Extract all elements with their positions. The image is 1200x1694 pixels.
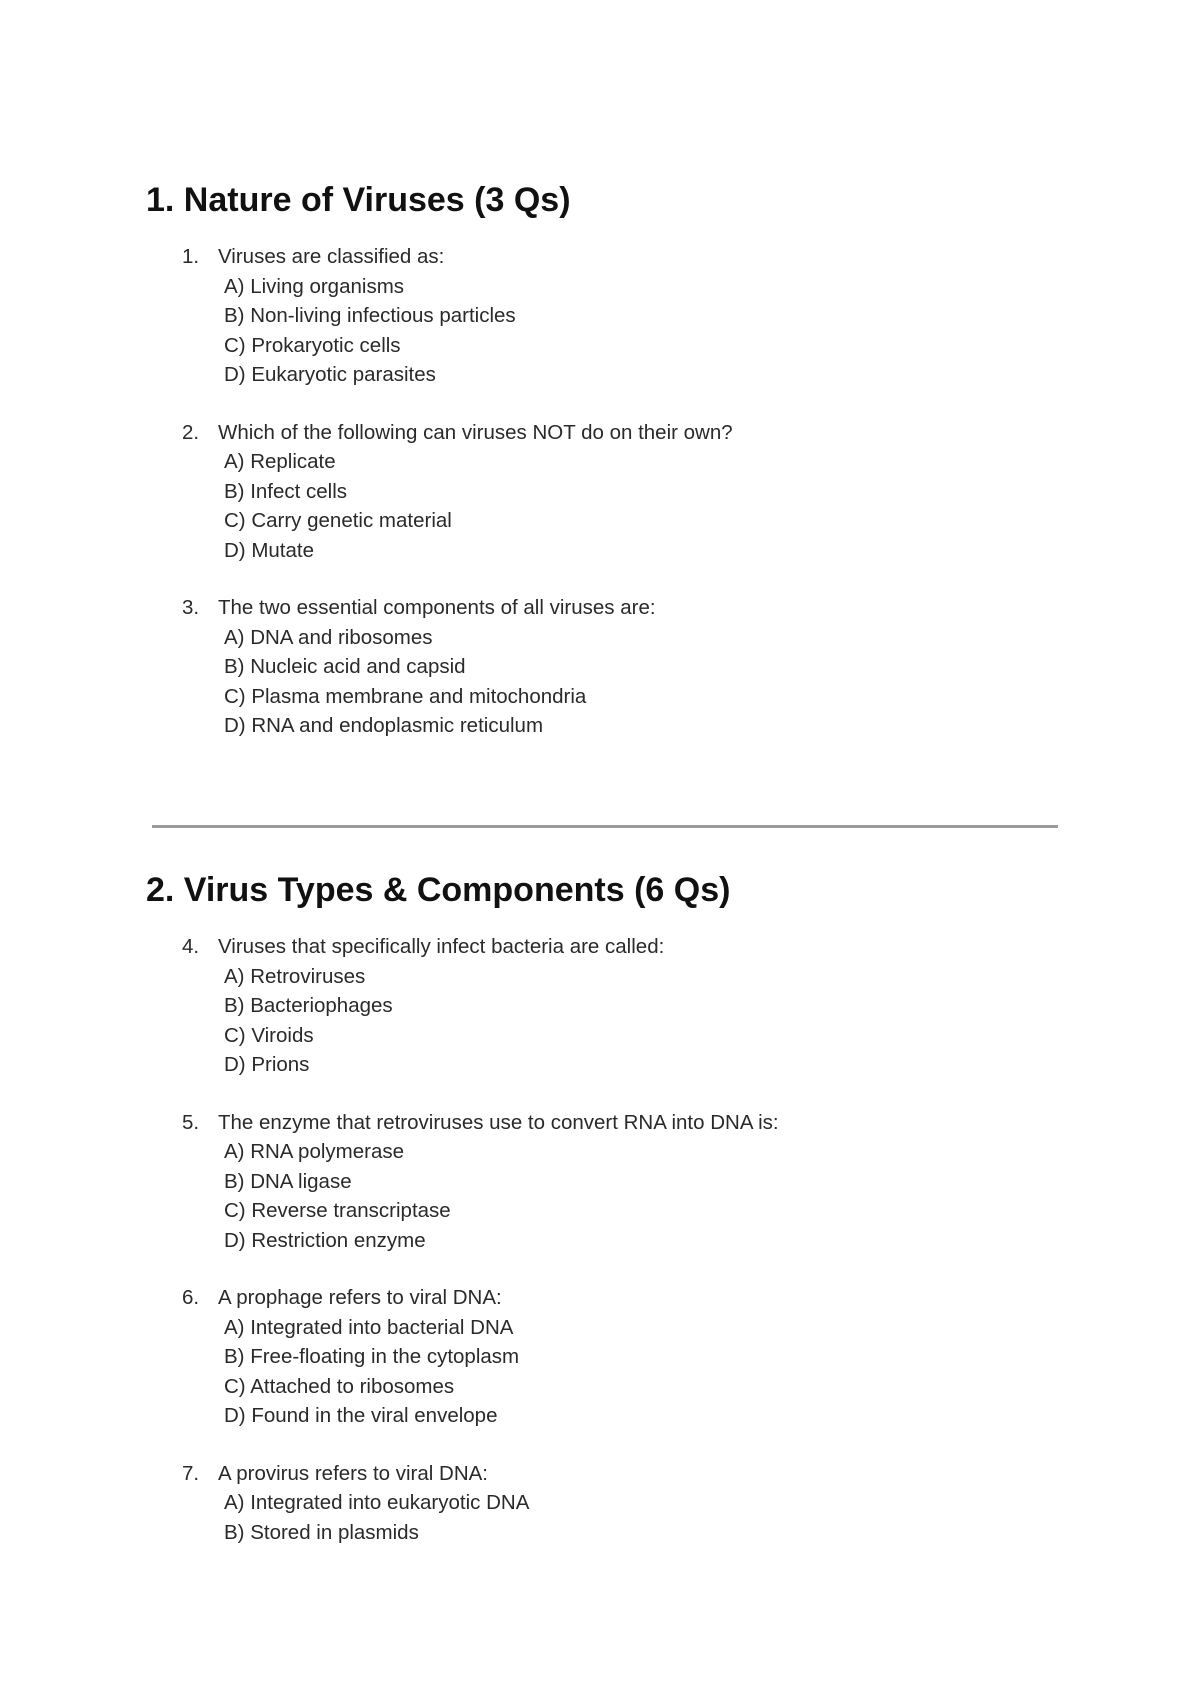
- answer-option: D) Eukaryotic parasites: [224, 363, 436, 386]
- answer-options: [146, 1313, 1066, 1431]
- answer-option: A) RNA polymerase: [224, 1140, 405, 1163]
- question-list: [146, 242, 1066, 741]
- question-line: [146, 1283, 1066, 1313]
- question-item: [146, 593, 1066, 741]
- section-heading: 1. Nature of Viruses (3 Qs): [146, 181, 571, 219]
- question-number: 1.: [182, 245, 200, 268]
- question-number: 4.: [182, 935, 200, 958]
- answer-options: [146, 272, 1066, 390]
- answer-option: A) Living organisms: [224, 274, 405, 298]
- answer-option: D) Prions: [224, 1053, 310, 1076]
- answer-options: [146, 447, 1066, 565]
- question-number: 3.: [182, 596, 200, 619]
- question-text: Viruses that specifically infect bacteria are called:: [218, 935, 665, 958]
- answer-option: B) Free-floating in the cytoplasm: [224, 1345, 520, 1368]
- answer-option: C) Carry genetic material: [224, 509, 452, 532]
- question-line: [146, 593, 1066, 623]
- answer-options: [146, 962, 1066, 1080]
- answer-option: B) Bacteriophages: [224, 994, 393, 1017]
- question-item: [146, 1108, 1066, 1256]
- question-item: [146, 242, 1066, 390]
- answer-option: C) Prokaryotic cells: [224, 333, 401, 357]
- answer-option: D) RNA and endoplasmic reticulum: [224, 714, 544, 737]
- question-text: The two essential components of all viruses are:: [218, 596, 656, 619]
- answer-options: [146, 1488, 1066, 1547]
- answer-option: B) Stored in plasmids: [224, 1520, 419, 1544]
- answer-option: A) Replicate: [224, 450, 336, 473]
- question-line: [146, 242, 1066, 272]
- section-nature-of-viruses: [146, 178, 1066, 769]
- answer-options: [146, 623, 1066, 741]
- answer-option: D) Mutate: [224, 538, 314, 562]
- section-virus-types-components: [146, 868, 1066, 1575]
- answer-option: A) Retroviruses: [224, 964, 366, 988]
- question-number: 2.: [182, 420, 200, 444]
- question-line: [146, 418, 1066, 448]
- question-text: Which of the following can viruses NOT do on their own?: [218, 420, 733, 444]
- question-text: A provirus refers to viral DNA:: [218, 1461, 488, 1485]
- answer-option: B) Nucleic acid and capsid: [224, 655, 466, 678]
- question-item: [146, 418, 1066, 566]
- question-item: [146, 1459, 1066, 1548]
- question-text: The enzyme that retroviruses use to convert RNA into DNA is:: [218, 1110, 779, 1134]
- section-divider: [152, 825, 1058, 828]
- answer-option: C) Attached to ribosomes: [224, 1374, 455, 1398]
- answer-option: D) Found in the viral envelope: [224, 1404, 498, 1427]
- question-text: A prophage refers to viral DNA:: [218, 1286, 502, 1309]
- answer-option: C) Reverse transcriptase: [224, 1199, 451, 1222]
- question-line: [146, 932, 1066, 962]
- answer-options: [146, 1137, 1066, 1255]
- question-list: [146, 932, 1066, 1547]
- question-line: [146, 1108, 1066, 1138]
- question-number: 6.: [182, 1286, 200, 1309]
- question-number: 7.: [182, 1461, 200, 1485]
- question-number: 5.: [182, 1110, 200, 1134]
- answer-option: B) Non-living infectious particles: [224, 304, 516, 327]
- question-text: Viruses are classified as:: [218, 245, 445, 268]
- answer-option: B) DNA ligase: [224, 1169, 352, 1193]
- answer-option: A) DNA and ribosomes: [224, 625, 433, 649]
- answer-option: C) Plasma membrane and mitochondria: [224, 684, 587, 708]
- question-item: [146, 1283, 1066, 1431]
- answer-option: A) Integrated into bacterial DNA: [224, 1315, 514, 1339]
- answer-option: B) Infect cells: [224, 479, 348, 503]
- answer-option: D) Restriction enzyme: [224, 1228, 426, 1252]
- answer-option: A) Integrated into eukaryotic DNA: [224, 1491, 530, 1514]
- question-item: [146, 932, 1066, 1080]
- question-line: [146, 1459, 1066, 1489]
- section-heading: 2. Virus Types & Components (6 Qs): [146, 871, 731, 909]
- answer-option: C) Viroids: [224, 1023, 314, 1047]
